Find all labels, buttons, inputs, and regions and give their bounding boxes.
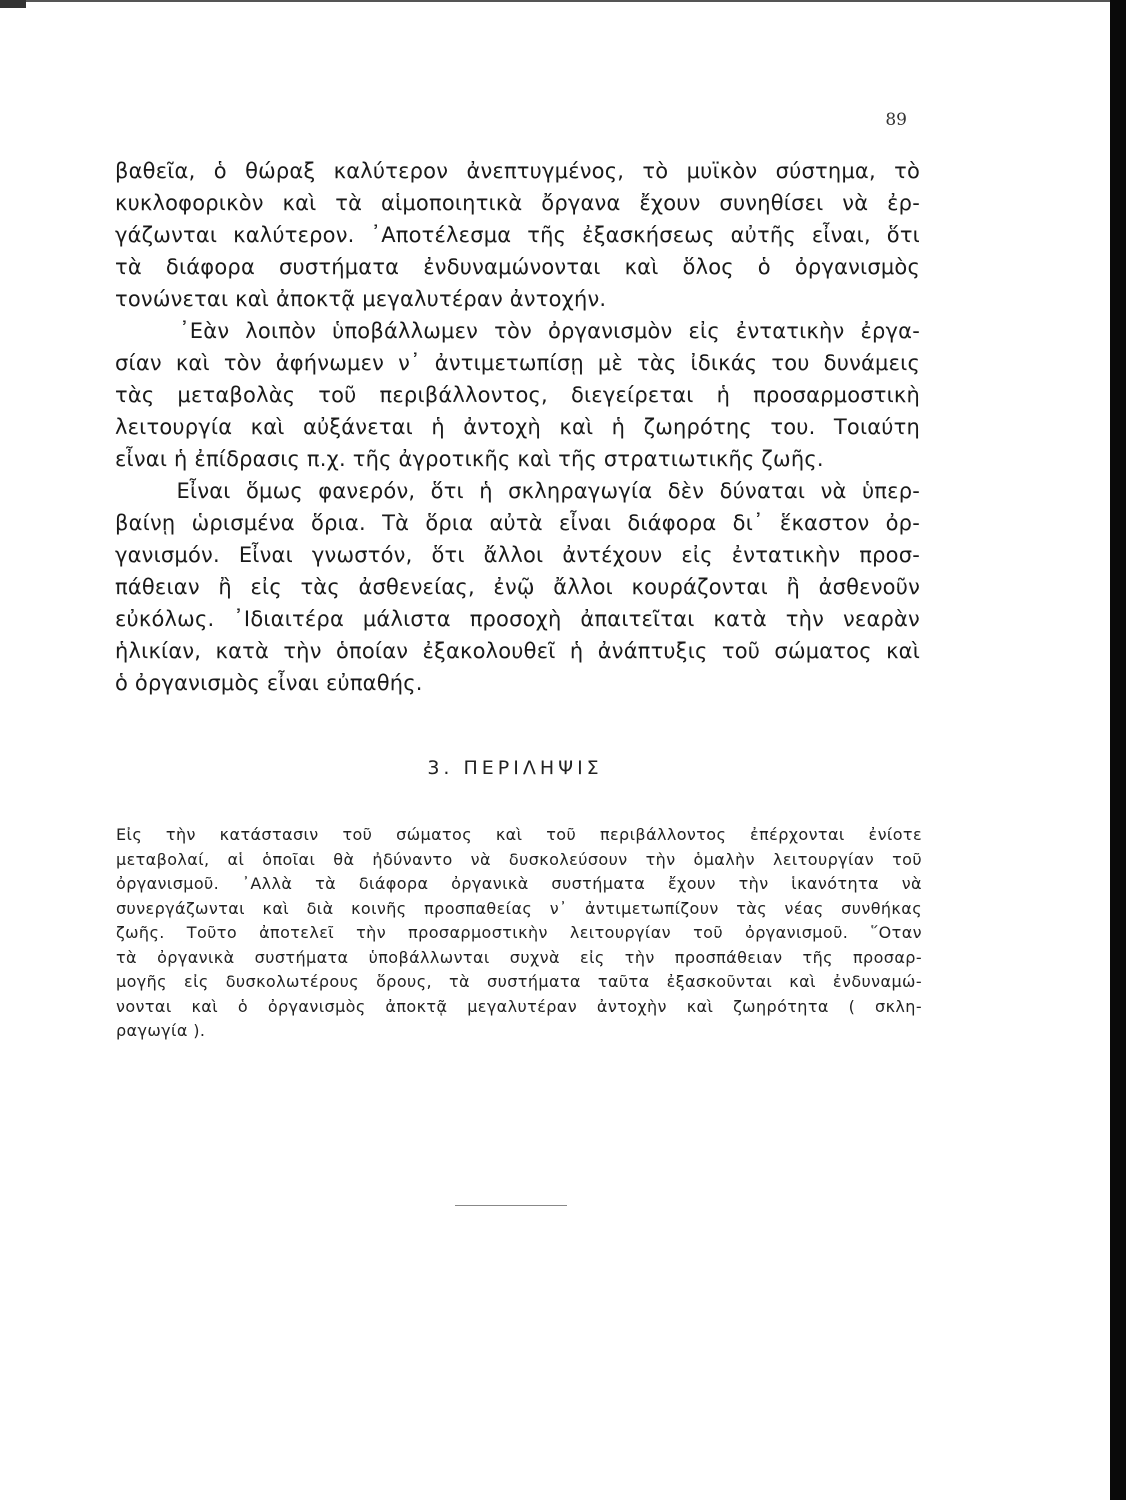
body-line: Εἶναι ὅμως φανερόν, ὅτι ἡ σκληραγωγία δὲν δύναται νὰ ὑπερ-	[115, 479, 920, 503]
body-line: κυκλοφορικὸν καὶ τὰ αἱμοποιητικὰ ὄργανα ἔχουν συνηθίσει νὰ ἐρ-	[115, 191, 920, 215]
summary-line: ραγωγία ).	[116, 1021, 206, 1040]
body-line: τονώνεται καὶ ἀποκτᾷ μεγαλυτέραν ἀντοχήν.	[115, 287, 607, 311]
body-text	[115, 155, 920, 699]
page-number: 89	[885, 110, 907, 130]
body-line: γάζωνται καλύτερον. ᾿Αποτέλεσμα τῆς ἐξασκήσεως αὐτῆς εἶναι, ὅτι	[115, 223, 920, 247]
body-line: πάθειαν ἢ εἰς τὰς ἀσθενείας, ἐνῷ ἄλλοι κουράζονται ἢ ἀσθενοῦν	[115, 575, 920, 599]
body-line: ἡλικίαν, κατὰ τὴν ὁποίαν ἐξακολουθεῖ ἡ ἀνάπτυξις τοῦ σώματος καὶ	[115, 639, 920, 663]
body-line: βαθεῖα, ὁ θώραξ καλύτερον ἀνεπτυγμένος, τὸ μυϊκὸν σύστημα, τὸ	[115, 159, 920, 183]
body-line: εἶναι ἡ ἐπίδρασις π.χ. τῆς ἀγροτικῆς καὶ τῆς στρατιωτικῆς ζωῆς.	[115, 447, 824, 471]
body-line: ᾿Εὰν λοιπὸν ὑποβάλλωμεν τὸν ὀργανισμὸν εἰς ἐντατικὴν ἐργα-	[115, 319, 920, 343]
body-line: λειτουργία καὶ αὐξάνεται ἡ ἀντοχὴ καὶ ἡ ζωηρότης του. Τοιαύτη	[115, 415, 920, 439]
scan-corner-mark	[0, 0, 26, 8]
scan-top-edge	[0, 0, 1126, 2]
section-heading: 3. ΠΕΡΙΛΗΨΙΣ	[427, 757, 603, 779]
body-line: ὁ ὀργανισμὸς εἶναι εὐπαθής.	[115, 671, 423, 695]
summary-line: μεταβολαί, αἱ ὁποῖαι θὰ ἠδύναντο νὰ δυσκολεύσουν τὴν ὁμαλὴν λειτουργίαν τοῦ	[116, 849, 922, 869]
summary-line: μογῆς εἰς δυσκολωτέρους ὅρους, τὰ συστήματα ταῦτα ἐξασκοῦνται καὶ ἐνδυναμώ-	[116, 972, 922, 991]
body-line: σίαν καὶ τὸν ἀφήνωμεν ν᾿ ἀντιμετωπίσῃ μὲ τὰς ἰδικάς του δυνάμεις	[115, 351, 920, 375]
body-line: γανισμόν. Εἶναι γνωστόν, ὅτι ἄλλοι ἀντέχουν εἰς ἐντατικὴν προσ-	[115, 543, 920, 567]
body-line: βαίνῃ ὡρισμένα ὅρια. Τὰ ὅρια αὐτὰ εἶναι διάφορα δι᾿ ἕκαστον ὀρ-	[115, 511, 920, 535]
summary-line: συνεργάζωνται καὶ διὰ κοινῆς προσπαθείας ν᾿ ἀντιμετωπίζουν τὰς νέας συνθήκας	[116, 898, 922, 918]
summary-text	[116, 823, 922, 1044]
body-line: τὰς μεταβολὰς τοῦ περιβάλλοντος, διεγείρεται ἡ προσαρμοστικὴ	[115, 383, 920, 407]
summary-line: τὰ ὀργανικὰ συστήματα ὑποβάλλωνται συχνὰ εἰς τὴν προσπάθειαν τῆς προσαρ-	[116, 947, 922, 967]
summary-line: ὀργανισμοῦ. ᾿Αλλὰ τὰ διάφορα ὀργανικὰ συστήματα ἔχουν τὴν ἱκανότητα νὰ	[116, 874, 922, 893]
summary-line: νονται καὶ ὁ ὀργανισμὸς ἀποκτᾷ μεγαλυτέραν ἀντοχὴν καὶ ζωηρότητα ( σκλη-	[116, 996, 922, 1016]
summary-line: ζωῆς. Τοῦτο ἀποτελεῖ τὴν προσαρμοστικὴν λειτουργίαν τοῦ ὀργανισμοῦ. ῞Οταν	[116, 923, 922, 942]
body-line: εὐκόλως. ᾿Ιδιαιτέρα μάλιστα προσοχὴ ἀπαιτεῖται κατὰ τὴν νεαρὰν	[115, 607, 920, 631]
summary-line: Εἰς τὴν κατάστασιν τοῦ σώματος καὶ τοῦ περιβάλλοντος ἐπέρχονται ἐνίοτε	[116, 825, 922, 844]
section-divider	[455, 1205, 567, 1206]
body-line: τὰ διάφορα συστήματα ἐνδυναμώνονται καὶ ὅλος ὁ ὀργανισμὸς	[115, 255, 920, 279]
scan-right-border	[1110, 0, 1126, 1500]
